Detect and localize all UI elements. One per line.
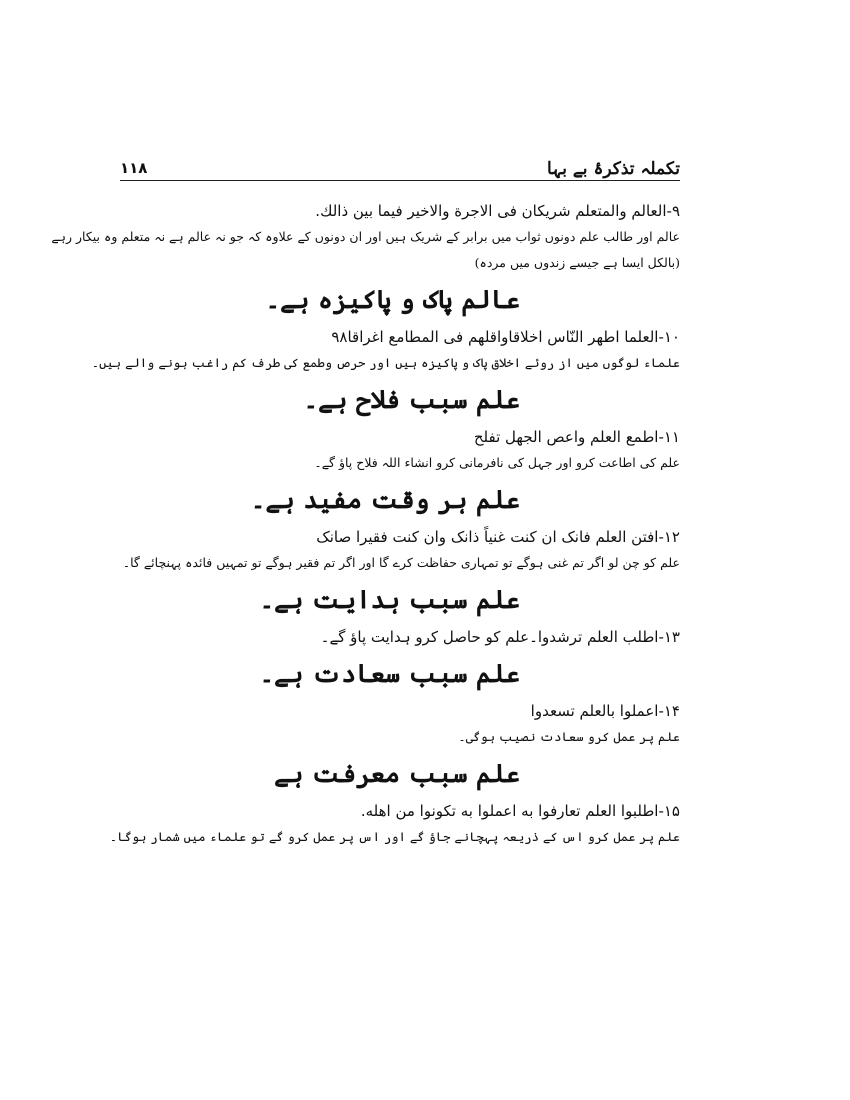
saying-12-urdu: علم کو چن لو اگر تم غنی ہوگے تو تمہاری حفاظت کرے گا اور اگر تم فقیر ہوگے تو تمہیں فائدہ پہنچائے گا۔ bbox=[122, 555, 680, 570]
section-heading: علم سبب سعادت ہے۔ bbox=[259, 659, 520, 688]
saying-9-urdu: عالم اور طالب علم دونوں ثواب میں برابر کے شریک ہیں اور ان دونوں کے علاوہ کہ جو نہ عالم ہے نہ متعلم وہ بیکار رہے bbox=[51, 229, 680, 244]
section-heading: علم سبب معرفت ہے bbox=[274, 759, 520, 788]
page-body bbox=[51, 198, 680, 850]
saying-10-arabic: ۱۰-العلما اطهر النّاس اخلاقاواقلهم فى المطامع اغراقا٩٨ bbox=[331, 328, 680, 346]
section-heading: علم ہر وقت مفید ہے۔ bbox=[250, 485, 520, 514]
saying-9-urdu-note: (بالکل ایسا ہے جیسے زندوں میں مردہ) bbox=[474, 255, 680, 270]
section-heading: عالم پاک و پاکیزہ ہے۔ bbox=[265, 285, 520, 314]
saying-12-arabic: ۱۲-افتن العلم فانک ان كنت غنياً ذانک وان كنت فقيرا صانک bbox=[316, 528, 680, 546]
saying-11-urdu: علم کی اطاعت کرو اور جہل کی نافرمانی کرو انشاء اللہ فلاح پاؤ گے۔ bbox=[314, 455, 680, 470]
saying-10-urdu: علماء لوگوں میں از روئے اخلاق پاک و پاکیزہ ہیں اور حرص وطمع کی طرف کم راغب ہونے والے ہیں۔ bbox=[91, 355, 680, 370]
saying-15-urdu: علم پر عمل کرو اس کے ذریعہ پہچانے جاؤ گے اور اس پر عمل کرو گے تو علماء میں شمار ہوگا۔ bbox=[109, 829, 680, 844]
running-header bbox=[120, 158, 680, 181]
section-heading: علم سبب فلاح ہے۔ bbox=[303, 385, 520, 414]
saying-14-urdu: علم پر عمل کرو سعادت نصیب ہوگی۔ bbox=[458, 729, 680, 744]
saying-14-arabic: ۱۴-اعملوا بالعلم تسعدوا bbox=[530, 702, 680, 720]
saying-9-arabic: ۹-العالم والمتعلم شريكان فى الاجرة والاخير فيما بين ذالك. bbox=[315, 202, 680, 220]
saying-15-arabic: ۱۵-اطلبوا العلم تعارفوا به اعملوا به تكونوا من اهله. bbox=[360, 802, 680, 820]
saying-13-arabic: ۱۳-اطلب العلم ترشدوا۔علم کو حاصل کرو ہدایت پاؤ گے۔ bbox=[320, 628, 680, 646]
saying-11-arabic: ۱۱-اطمع العلم واعص الجهل تفلح bbox=[473, 428, 680, 446]
section-heading: علم سبب ہدایت ہے۔ bbox=[259, 585, 520, 614]
page-number: ۱۱۸ bbox=[120, 159, 148, 177]
book-title: تکملہ تذکرۂ بے بہا bbox=[547, 159, 680, 179]
